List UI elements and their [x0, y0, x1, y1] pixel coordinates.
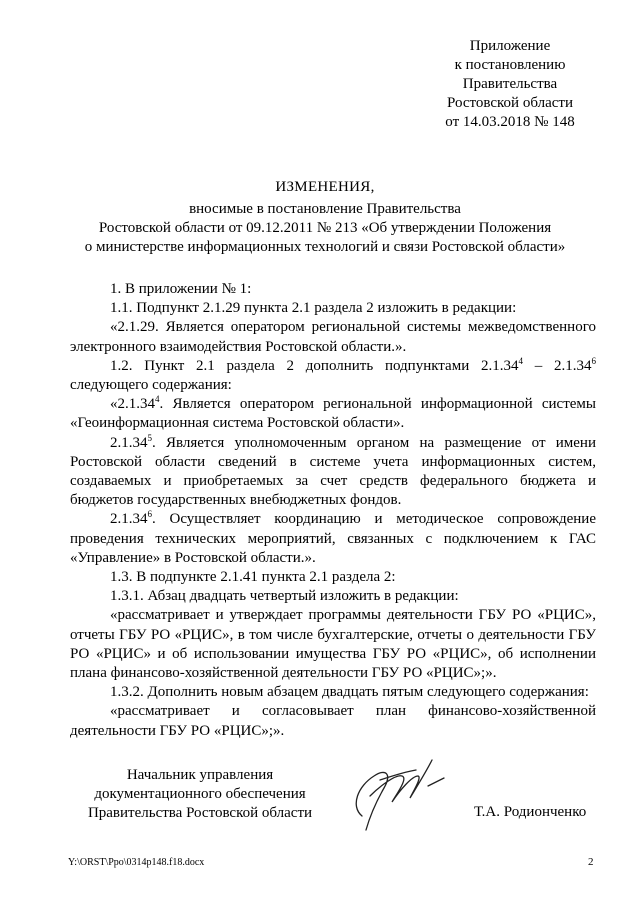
paragraph: 1.1. Подпункт 2.1.29 пункта 2.1 раздела 2 изложить в редакции: — [110, 300, 517, 317]
appendix-line: к постановлению — [454, 57, 566, 73]
text-run: – 2.1.34 — [522, 357, 592, 374]
text-run: «2.1.34 — [110, 396, 155, 413]
text-run: 1.2. Пункт 2.1 раздела 2 дополнить подпунктами 2.1.34 — [110, 357, 519, 374]
text-run: следующего содержания: — [70, 377, 232, 394]
document-body — [70, 280, 596, 741]
position-line: Правительства Ростовской области — [87, 805, 313, 821]
superscript: 6 — [591, 355, 596, 366]
title-line: вносимые в постановление Правительства — [189, 201, 461, 217]
superscript: 4 — [518, 355, 523, 366]
paragraph: 1.3.1. Абзац двадцать четвертый изложить в редакции: — [110, 588, 459, 605]
text-run: . Является оператором региональной информационной системы «Геоинформационная система Ростовской области». — [70, 396, 596, 432]
paragraph — [70, 395, 596, 433]
title-heading: ИЗМЕНЕНИЯ, — [275, 179, 375, 195]
signer-name: Т.А. Родионченко — [474, 804, 587, 820]
superscript: 4 — [155, 394, 160, 405]
appendix-header — [420, 37, 600, 132]
text-run: . Осуществляет координацию и методическое сопровождение проведения технических мероприятий, связанных с подключением к ГАС «Управление» в Ростовской области.». — [70, 511, 596, 566]
paragraph — [70, 357, 596, 395]
paragraph: 1.3. В подпункте 2.1.41 пункта 2.1 раздела 2: — [110, 569, 396, 586]
position-line: Начальник управления — [126, 767, 274, 783]
paragraph: «2.1.29. Является оператором региональной системы межведомственного электронного взаимодействия Ростовской области.». — [70, 319, 596, 355]
signatory-position — [70, 766, 330, 823]
file-path: Y:\ORST\Ppo\0314p148.f18.docx — [68, 857, 205, 868]
page-number: 2 — [588, 856, 594, 868]
paragraph: «рассматривает и согласовывает план финансово-хозяйственной деятельности ГБУ РО «РЦИС»;». — [70, 703, 596, 739]
position-line: документационного обеспечения — [94, 786, 306, 802]
handwritten-signature — [340, 746, 450, 838]
paragraph — [70, 434, 596, 511]
superscript: 5 — [147, 432, 152, 443]
superscript: 6 — [147, 509, 152, 520]
text-run: . Является уполномоченным органом на размещение от имени Ростовской области сведений в системе учета информационных систем, создаваемых и приобретаемых за счет средств федерального бюджета и бюджетов государственных внебюджетных фондов. — [70, 434, 596, 509]
appendix-line: Правительства — [462, 76, 558, 92]
paragraph — [70, 510, 596, 568]
text-run: 2.1.34 — [110, 434, 148, 451]
appendix-line: Приложение — [469, 38, 551, 54]
appendix-date-number: от 14.03.2018 № 148 — [445, 114, 575, 130]
paragraph: 1. В приложении № 1: — [110, 281, 252, 297]
paragraph: «рассматривает и утверждает программы деятельности ГБУ РО «РЦИС», отчеты ГБУ РО «РЦИС», в том числе бухгалтерские, отчеты о деятельности ГБУ РО «РЦИС» и об использовании имущества ГБУ РО «РЦИС», об исполнении плана финансово-хозяйственной деятельности ГБУ РО «РЦИС»;». — [70, 607, 596, 682]
title-line: о министерстве информационных технологий и связи Ростовской области» — [84, 239, 566, 255]
title-line: Ростовской области от 09.12.2011 № 213 «Об утверждении Положения — [98, 220, 552, 236]
document-title — [60, 178, 590, 257]
text-run: 2.1.34 — [110, 511, 148, 528]
appendix-line: Ростовской области — [447, 95, 573, 111]
paragraph: 1.3.2. Дополнить новым абзацем двадцать пятым следующего содержания: — [110, 684, 589, 701]
